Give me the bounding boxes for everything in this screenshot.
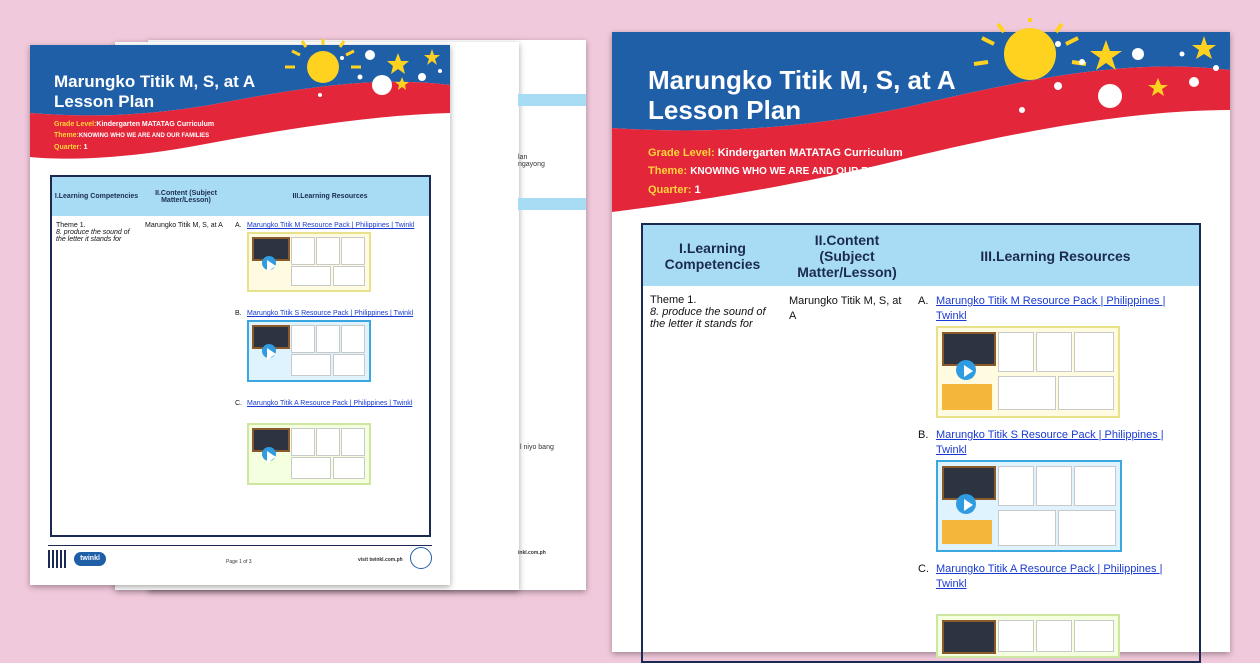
worksheet-thumb [1058,376,1114,410]
header-content: II.Content (Subject Matter/Lesson) [782,224,912,286]
theme-value: KNOWING WHO WE ARE AND OUR FAMILIES [78,133,210,139]
lesson-plan-table [50,175,431,537]
resource-item [918,562,1193,652]
header-competencies: I.Learning Competencies [642,224,782,286]
resource-item [235,400,425,496]
worksheet-thumb [998,510,1056,546]
competency-text: 8. produce the sound of the letter it stands for [56,229,130,243]
resource-thumbnail-a[interactable] [936,614,1120,658]
quarter-key: Quarter: [648,184,692,196]
lesson-plan-table [641,223,1201,663]
worksheet-thumb [1074,466,1116,506]
resource-thumbnail-s[interactable] [247,320,371,382]
resource-link-m[interactable]: Marungko Titik M Resource Pack | Philippines | Twinkl [936,295,1166,322]
play-icon [262,256,276,270]
resource-link-s[interactable]: Marungko Titik S Resource Pack | Philippines | Twinkl [247,310,414,317]
competency-text: 8. produce the sound of the letter it stands for [650,306,766,330]
grade-value: Kindergarten MATATAG Curriculum [717,147,903,159]
theme-key: Theme: [54,132,79,139]
worksheet-thumb [1036,466,1072,506]
competency-theme: Theme 1. [650,294,697,306]
chalkboard-icon [942,620,996,654]
grade-value: Kindergarten MATATAG Curriculum [96,121,215,128]
content-cell: Marungko Titik M, S, at A [789,295,902,322]
worksheet-thumb [1058,510,1116,546]
footer-site: visit twinkl.com.ph [358,557,403,563]
back-page-header-bar [518,94,570,106]
resource-list [918,294,1193,652]
header-resources: III.Learning Resources [231,176,430,216]
quarter-value: 1 [83,144,88,151]
page-title [648,66,956,126]
worksheet-thumb [998,466,1034,506]
resource-item [918,428,1193,562]
resource-item [918,294,1193,428]
resource-link-s[interactable]: Marungko Titik S Resource Pack | Philippines | Twinkl [936,429,1164,456]
worksheet-thumb [341,325,365,353]
play-icon [262,344,276,358]
worksheet-thumb [1074,620,1114,652]
worksheet-thumb [333,354,365,376]
play-icon [956,494,976,514]
worksheet-thumb [998,376,1056,410]
resource-item [235,310,425,400]
resource-link-a[interactable]: Marungko Titik A Resource Pack | Philippines | Twinkl [247,400,413,407]
play-icon [262,447,276,461]
resource-thumbnail-m[interactable] [247,232,371,292]
page-title [54,72,255,111]
worksheet-thumb [316,325,340,353]
title-line-2: Lesson Plan [54,91,155,111]
worksheet-thumb [1074,332,1114,372]
resource-link-a[interactable]: Marungko Titik A Resource Pack | Philippines | Twinkl [936,563,1163,590]
worksheet-thumb [291,457,331,479]
worksheet-thumb [291,237,315,265]
back-snippet: l niyo bang [520,444,554,451]
grade-key: Grade Level: [648,147,715,159]
lesson-plan-page-small [30,45,450,585]
twinkl-logo: twinkl [74,552,106,566]
resource-marker: C. [918,563,929,575]
food-picture [942,384,992,410]
resource-thumbnail-m[interactable] [936,326,1120,418]
resource-marker: A. [918,295,929,307]
title-line-1: Marungko Titik M, S, at A [54,72,256,91]
worksheet-thumb [1036,620,1072,652]
back-page-header-bar [518,198,570,210]
worksheet-thumb [316,237,340,265]
quarter-value: 1 [694,184,701,196]
theme-key: Theme: [648,165,688,177]
worksheet-thumb [291,354,331,376]
resource-marker: C. [235,400,242,407]
competency-theme: Theme 1. [56,222,86,229]
resource-link-m[interactable]: Marungko Titik M Resource Pack | Philippines | Twinkl [247,222,415,229]
lesson-meta [648,144,907,199]
title-line-1: Marungko Titik M, S, at A [648,65,956,95]
worksheet-thumb [291,266,331,286]
header-resources: III.Learning Resources [912,224,1200,286]
qr-code-icon [48,550,66,568]
worksheet-thumb [1036,332,1072,372]
theme-value: KNOWING WHO WE ARE AND OUR FAMILIES [690,166,908,177]
title-line-2: Lesson Plan [648,94,802,125]
header-competencies: I.Learning Competencies [51,176,141,216]
resource-item [235,222,425,310]
back-snippet: lan ngayong [518,154,545,168]
badge-icon [410,547,432,569]
food-picture [942,520,992,544]
resource-marker: B. [918,429,929,441]
worksheet-thumb [998,620,1034,652]
quarter-key: Quarter: [54,144,82,151]
grade-key: Grade Level: [54,121,97,128]
resource-thumbnail-a[interactable] [247,423,371,485]
footer-divider [48,545,432,546]
resource-thumbnail-s[interactable] [936,460,1122,552]
worksheet-thumb [998,332,1034,372]
resource-marker: B. [235,310,242,317]
lesson-meta [54,119,214,153]
play-icon [956,360,976,380]
worksheet-thumb [333,266,365,286]
header-content: II.Content (Subject Matter/Lesson) [141,176,231,216]
page-number: Page 1 of 3 [226,559,252,565]
resource-list [235,222,425,496]
worksheet-thumb [333,457,365,479]
content-cell: Marungko Titik M, S, at A [145,222,223,229]
resource-marker: A. [235,222,242,229]
worksheet-thumb [341,428,365,456]
lesson-plan-page-zoomed [612,32,1230,652]
worksheet-thumb [316,428,340,456]
back-footer-site: inkl.com.ph [518,550,546,556]
worksheet-thumb [291,325,315,353]
worksheet-thumb [341,237,365,265]
worksheet-thumb [291,428,315,456]
